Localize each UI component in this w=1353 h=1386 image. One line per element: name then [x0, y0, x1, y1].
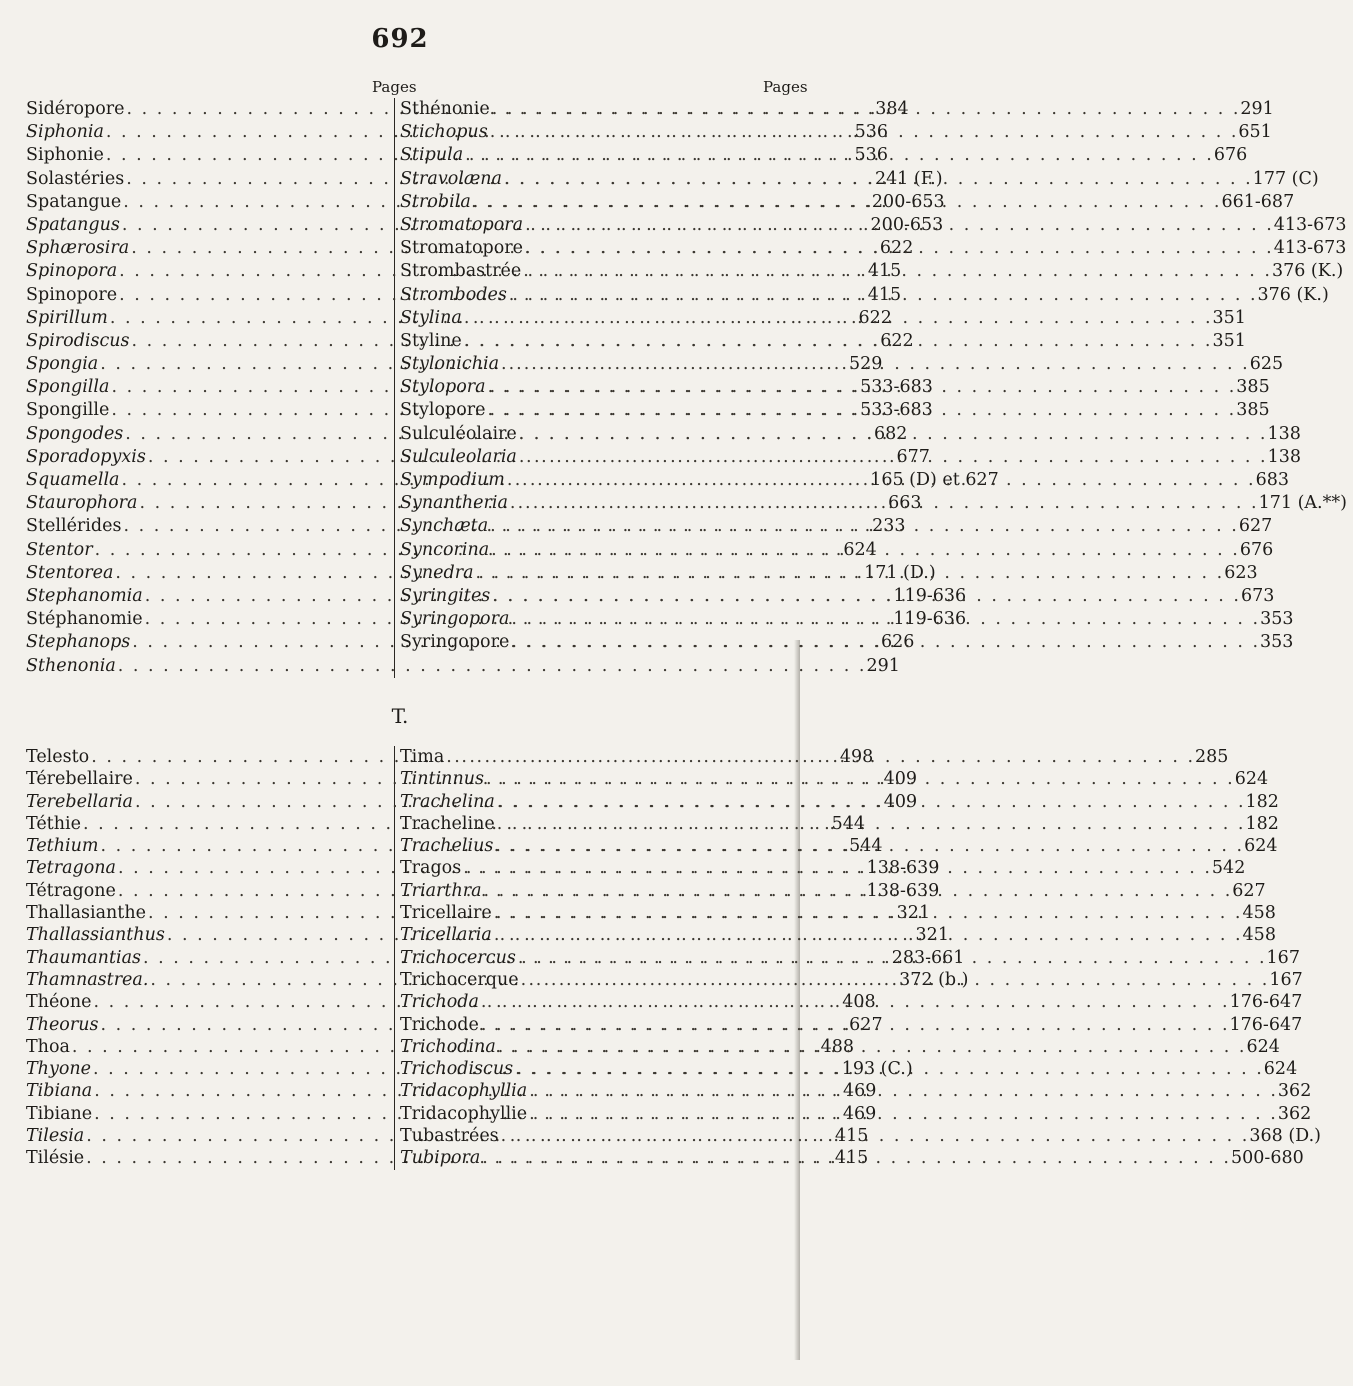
entry-name: Trichode	[400, 1014, 479, 1035]
entry-name: Tricellaria	[400, 925, 492, 946]
entry-name: Tricellaire	[400, 903, 492, 924]
dot-leader	[490, 515, 1237, 538]
entry-page: 627	[849, 1014, 883, 1035]
section-letter-t: T.	[391, 704, 409, 728]
entry-page: 458	[1242, 903, 1276, 924]
entry-page: 500-680	[1231, 1148, 1304, 1169]
entry-page: 351	[1212, 330, 1246, 351]
entry-name: Stromatopora	[400, 214, 524, 235]
entry-name: Solastéries	[26, 168, 125, 189]
entry-name: Stravolæna	[400, 168, 502, 189]
entry-name: Strobila	[400, 191, 471, 212]
dot-leader	[492, 98, 1239, 121]
entry-name: Sporadopyxis	[26, 446, 146, 467]
entry-name: Stylopore	[400, 400, 486, 421]
entry-name: Tubastrées	[400, 1126, 499, 1147]
entry-page: 683	[1255, 470, 1289, 490]
dot-leader	[495, 835, 1242, 857]
entry-page: 385	[1236, 400, 1270, 421]
entry-page: 200-653	[871, 191, 945, 212]
dot-leader	[521, 969, 1268, 991]
entry-page: 624	[1246, 1036, 1280, 1057]
dot-leader	[529, 1103, 1276, 1125]
entry-page: 673	[1241, 585, 1275, 606]
entry-page: 676	[1213, 145, 1248, 166]
entry-page: 167	[1266, 947, 1300, 968]
entry-page: 291	[1240, 99, 1274, 119]
entry-page: 544	[849, 836, 883, 857]
entry-name: Tétragone	[26, 880, 116, 901]
dot-leader	[504, 168, 1251, 191]
entry-name: Sulculéolaire	[400, 423, 517, 444]
entry-name: Spongia	[26, 354, 99, 375]
dot-leader	[446, 746, 1193, 768]
entry-page: 469	[842, 1103, 877, 1124]
entry-page: 171 (D.)	[864, 562, 936, 583]
dot-leader	[476, 562, 1223, 585]
entry-page: 171 (A.**)	[1258, 493, 1347, 514]
index-section-s	[26, 98, 1347, 678]
entry-name: Thaumantias	[26, 947, 141, 968]
entry-name: Tethium	[26, 836, 99, 857]
dot-leader	[507, 469, 1254, 492]
entry-page: 200-653	[870, 214, 944, 235]
entry-name: Stentorea	[26, 562, 114, 583]
entry-page: 119-636	[893, 609, 967, 630]
entry-page: 165 (D) et 627	[870, 470, 999, 490]
entry-page: 533-683	[860, 400, 933, 421]
dot-leader	[519, 446, 1266, 469]
entry-page: 351	[1212, 307, 1246, 328]
entry-page: 362	[1277, 1081, 1312, 1102]
entry-page: 353	[1260, 632, 1294, 653]
dot-leader	[492, 585, 1239, 608]
index-entry	[26, 655, 900, 678]
entry-name: Sidéropore	[26, 99, 125, 119]
dot-leader	[488, 376, 1235, 399]
dot-leader	[523, 260, 1270, 283]
entry-name: Thamnastrea.	[26, 969, 149, 990]
dot-leader	[473, 191, 1220, 214]
entry-name: Stephanomia	[26, 585, 143, 606]
dot-leader	[518, 947, 1265, 969]
entry-page: 622	[879, 238, 914, 259]
entry-name: Strombastrée	[400, 261, 522, 282]
entry-page: 661-687	[1221, 191, 1295, 212]
entry-name: Spinopore	[26, 284, 118, 305]
entry-name: Synantheria	[400, 493, 508, 514]
entry-name: Tilesia	[26, 1126, 85, 1147]
dot-leader	[501, 353, 1248, 376]
dot-leader	[464, 307, 1211, 330]
entry-page: 413-673	[1273, 214, 1347, 235]
dot-leader	[511, 608, 1258, 631]
entry-page: 409	[883, 791, 918, 812]
entry-name: Synedra	[400, 562, 474, 583]
pages-header-left: Pages	[372, 78, 417, 96]
entry-page: 622	[858, 307, 892, 328]
entry-page: 415	[834, 1148, 869, 1169]
entry-page: 384	[875, 99, 909, 119]
entry-page: 177 (C)	[1252, 168, 1319, 189]
entry-name: Trichodiscus	[400, 1059, 514, 1080]
entry-page: 408	[842, 992, 876, 1013]
entry-name: Stellérides	[26, 516, 122, 537]
entry-page: 385	[1236, 377, 1270, 398]
entry-page: 283-661	[891, 947, 965, 968]
dot-leader	[511, 631, 1258, 654]
entry-name: Terebellaria	[26, 791, 133, 812]
entry-name: Tibiana	[26, 1081, 93, 1102]
entry-page: 167	[1269, 969, 1303, 990]
entry-name: Sthenonia	[26, 655, 116, 676]
entry-name: Tridacophyllia	[400, 1081, 528, 1102]
dot-leader	[497, 791, 1244, 813]
entry-page: 415	[867, 261, 902, 282]
entry-name: Tridacophyllie	[400, 1103, 528, 1124]
entry-page: 682	[874, 423, 908, 444]
entry-name: Sympodium	[400, 470, 505, 490]
entry-name: Tima	[400, 747, 445, 767]
entry-page: 138-639	[866, 880, 940, 901]
entry-page: 176-647	[1229, 1014, 1303, 1035]
entry-name: Théone	[26, 992, 92, 1013]
dot-leader	[515, 1058, 1262, 1080]
entry-page: 651	[1238, 122, 1272, 143]
entry-name: Sphærosira	[26, 238, 130, 259]
entry-page: 353	[1260, 609, 1294, 630]
dot-leader	[525, 214, 1272, 237]
dot-leader	[481, 991, 1228, 1013]
entry-page: 627	[1232, 880, 1266, 901]
entry-page: 663	[888, 493, 922, 514]
entry-page: 182	[1245, 813, 1279, 834]
pages-header-right: Pages	[763, 78, 808, 96]
dot-leader	[482, 1147, 1229, 1169]
entry-name: Stromatopore	[400, 238, 523, 259]
entry-page: 627	[1238, 516, 1273, 537]
index-section-t	[26, 746, 1321, 1170]
entry-page: 176-647	[1229, 992, 1303, 1013]
entry-page: 488	[820, 1036, 855, 1057]
dot-leader	[497, 813, 1244, 835]
entry-name: Spongille	[26, 400, 110, 421]
entry-page: 458	[1242, 925, 1276, 946]
entry-name: Téthie	[26, 813, 81, 834]
entry-name: Thallasianthe	[26, 903, 146, 924]
entry-name: Tilésie	[26, 1148, 85, 1169]
entry-name: Tragos	[400, 858, 462, 879]
entry-page: 368 (D.)	[1249, 1126, 1321, 1147]
entry-page: 542	[1211, 858, 1246, 879]
entry-name: Thoa	[26, 1036, 70, 1057]
entry-page: 138	[1267, 423, 1301, 444]
entry-name: Styline	[400, 330, 462, 351]
entry-name: Stephanops	[26, 632, 131, 653]
entry-page: 676	[1239, 539, 1274, 560]
entry-name: Térebellaire	[26, 769, 133, 790]
entry-name: Sulculeolaria	[400, 446, 517, 467]
entry-name: Theorus	[26, 1014, 99, 1035]
entry-name: Stylonichia	[400, 354, 500, 375]
dot-leader	[498, 1036, 1245, 1058]
entry-name: Synchæta	[400, 516, 489, 537]
entry-page: 193 (C.)	[841, 1059, 913, 1080]
entry-page: 622	[880, 330, 914, 351]
entry-name: Staurophora	[26, 493, 138, 514]
entry-page: 241 (F.)	[874, 168, 943, 189]
dot-leader	[510, 492, 1257, 515]
dot-leader	[464, 330, 1211, 353]
entry-name: Stichopus	[400, 122, 488, 143]
entry-name: Trichocerque	[400, 969, 519, 990]
entry-name: Thyone	[26, 1059, 91, 1080]
entry-name: Stylina	[400, 307, 462, 328]
entry-name: Spatangus	[26, 214, 120, 235]
entry-page: 533-683	[860, 377, 933, 398]
entry-page: 362	[1277, 1103, 1312, 1124]
entry-page: 498	[839, 747, 874, 767]
page-edge-shadow	[794, 640, 800, 1360]
entry-page: 623	[1224, 562, 1258, 583]
dot-leader	[525, 237, 1272, 260]
entry-name: Siphonie	[26, 145, 104, 166]
dot-leader	[463, 857, 1210, 879]
entry-page: 138	[1267, 446, 1301, 467]
entry-name: Spirillum	[26, 307, 108, 328]
entry-page: 624	[1234, 769, 1269, 790]
entry-page: 321	[896, 903, 931, 924]
entry-page: 544	[831, 813, 866, 834]
entry-page: 624	[843, 539, 877, 560]
entry-name: Trichodina	[400, 1036, 496, 1057]
entry-page: 376 (K.)	[1271, 261, 1344, 282]
entry-name: Telesto	[26, 747, 90, 767]
entry-name: Stéphanomie	[26, 609, 143, 630]
entry-page: 536	[854, 145, 888, 166]
entry-name: Spinopora	[26, 261, 118, 282]
dot-leader	[494, 902, 1241, 924]
entry-name: Trachelina	[400, 791, 495, 812]
page-number: 692	[371, 24, 429, 54]
dot-leader	[484, 880, 1231, 902]
dot-leader	[486, 768, 1233, 790]
dot-leader	[481, 1014, 1228, 1036]
entry-name: Tetragona	[26, 858, 116, 879]
entry-name: Trichoda	[400, 992, 479, 1013]
dot-leader	[519, 423, 1266, 446]
entry-page: 376 (K.)	[1257, 284, 1329, 305]
entry-name: Tubipora	[400, 1148, 481, 1169]
entry-page: 415	[867, 284, 902, 305]
entry-name: Syringites	[400, 585, 491, 606]
dot-leader	[494, 924, 1241, 946]
entry-page: 182	[1245, 791, 1279, 812]
entry-page: 415	[834, 1126, 869, 1147]
entry-name: Stylopora	[400, 377, 486, 398]
entry-name: Tracheline	[400, 813, 495, 834]
entry-name: Strombodes	[400, 284, 507, 305]
entry-page: 469	[842, 1081, 877, 1102]
entry-name: Stentor	[26, 539, 93, 560]
entry-name: Sthénonie	[400, 99, 490, 119]
entry-page: 624	[1244, 836, 1278, 857]
entry-page: 233	[872, 516, 906, 537]
entry-page: 536	[854, 122, 889, 143]
entry-name: Triarthra	[400, 880, 482, 901]
entry-name: Syncorina	[400, 539, 490, 560]
entry-name: Tintinnus	[400, 769, 484, 790]
dot-leader	[488, 399, 1235, 422]
entry-page: 321	[915, 925, 949, 946]
entry-name: Spongilla	[26, 377, 110, 398]
entry-page: 529	[848, 354, 883, 375]
entry-name: Spirodiscus	[26, 330, 130, 351]
entry-name: Siphonia	[26, 122, 104, 143]
entry-name: Spatangue	[26, 191, 122, 212]
entry-page: 119-636	[893, 585, 967, 606]
entry-name: Stipula	[400, 145, 464, 166]
dot-leader	[491, 539, 1238, 562]
entry-page: 677	[896, 446, 930, 467]
entry-page: 138-639	[866, 858, 940, 879]
entry-page: 372 (b.)	[899, 969, 969, 990]
entry-page: 285	[1195, 747, 1229, 767]
entry-name: Spongodes	[26, 423, 124, 444]
entry-name: Syringopore	[400, 632, 510, 653]
dot-leader	[490, 121, 1237, 144]
entry-name: Thallassianthus	[26, 925, 165, 946]
entry-page: 409	[883, 769, 918, 790]
entry-name: Tibiane	[26, 1103, 93, 1124]
entry-page: 624	[1263, 1059, 1298, 1080]
dot-leader	[501, 1125, 1248, 1147]
entry-name: Syringopora	[400, 609, 510, 630]
entry-page: 413-673	[1273, 238, 1347, 259]
dot-leader	[529, 1080, 1276, 1102]
dot-leader	[465, 144, 1212, 167]
dot-leader	[509, 284, 1256, 307]
entry-name: Trichocercus	[400, 947, 516, 968]
entry-page: 291	[866, 655, 900, 676]
entry-page: 625	[1249, 354, 1284, 375]
entry-name: Trachelius	[400, 836, 494, 857]
entry-name: Squamella	[26, 470, 120, 490]
entry-page: 626	[881, 632, 915, 653]
